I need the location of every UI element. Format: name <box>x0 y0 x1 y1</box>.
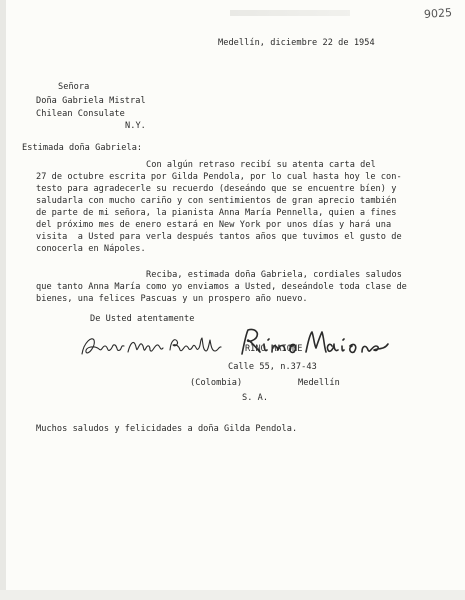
scan-left-edge <box>0 0 6 600</box>
paragraph1-line-5: de parte de mi señora, la pianista Anna María Pennella, quien a fines <box>36 208 397 218</box>
paragraph1-line-4: saludarla con mucho cariño y con sentimientos de gran aprecio también <box>36 196 397 206</box>
postscript: Muchos saludos y felicidades a doña Gilda Pendola. <box>36 424 298 434</box>
paragraph1-line-3: testo para agradecerle su recuerdo (deseándo que se encuentre bíen) y <box>36 184 397 194</box>
salutation: Estimada doña Gabriela: <box>22 143 143 153</box>
place-date: Medellín, diciembre 22 de 1954 <box>218 38 375 48</box>
sender-country: (Colombia) <box>190 378 243 388</box>
sender-city: Medellín <box>298 378 340 388</box>
scan-bottom-edge <box>0 590 465 600</box>
faint-letterhead-mark <box>230 10 350 16</box>
paragraph1-line-2: 27 de octubre escrita por Gilda Pendola, por lo cual hasta hoy le con- <box>36 172 402 182</box>
recipient-line-2: Doña Gabriela Mistral <box>36 96 146 106</box>
paragraph2-line-2: que tanto Anna María como yo enviamos a Usted, deseándole toda clase de <box>36 282 407 292</box>
sender-country-abbr: S. A. <box>242 393 269 403</box>
paragraph1-line-6: del próximo mes de enero estará en New York por unos días y hará una <box>36 220 392 230</box>
sender-address: Calle 55, n.37-43 <box>228 362 317 372</box>
closing: De Usted atentamente <box>90 314 195 324</box>
paragraph1-line-7: visita a Usted para verla después tantos años que tuvimos el gusto de <box>36 232 402 242</box>
sender-name: RINO MAIONE <box>245 344 303 354</box>
recipient-line-1: Señora <box>58 82 90 92</box>
anna-maria-pennella-signature <box>78 330 238 364</box>
paragraph1-line-1: Con algún retraso recibí su atenta carta del <box>146 160 376 170</box>
recipient-line-3: Chilean Consulate <box>36 109 125 119</box>
archive-number: 9025 <box>423 6 453 21</box>
recipient-line-4: N.Y. <box>125 121 146 131</box>
paragraph2-line-1: Reciba, estimada doña Gabriela, cordiales saludos <box>146 270 402 280</box>
paragraph1-line-8: conocerla en Nápoles. <box>36 244 146 254</box>
paragraph2-line-3: bienes, una felices Pascuas y un prospero año nuevo. <box>36 294 308 304</box>
